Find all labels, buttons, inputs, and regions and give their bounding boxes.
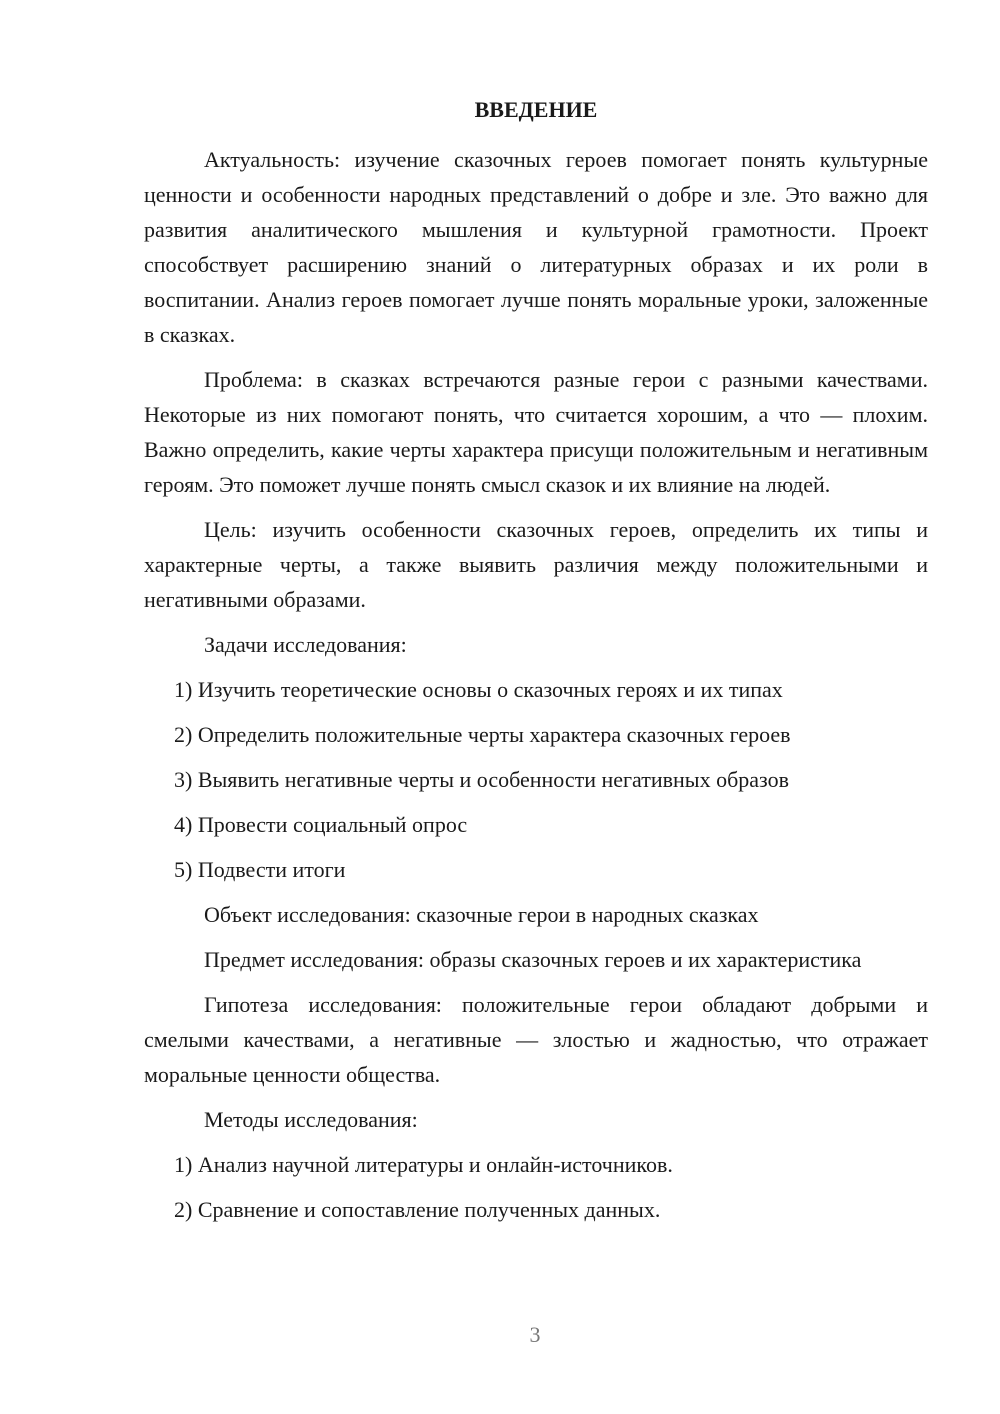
tasks-heading: Задачи исследования: bbox=[204, 632, 407, 657]
object-paragraph: Объект исследования: сказочные герои в народных сказках bbox=[204, 902, 759, 927]
relevance-paragraph: Актуальность: изучение сказочных героев помогает понять культурные ценности и особенности народных представлений о добре и зле. Это важно для развития аналитического мышления и культурной грамотности. Проект способствует расширению знаний о литературных образах и их роли в воспитании. Анализ героев помогает лучше понять моральные уроки, заложенные в сказках. bbox=[144, 147, 928, 347]
task-item-5: 5) Подвести итоги bbox=[174, 857, 346, 882]
page-number: 3 bbox=[529, 1322, 541, 1347]
task-item-2: 2) Определить положительные черты характера сказочных героев bbox=[174, 722, 791, 747]
hypothesis-paragraph: Гипотеза исследования: положительные герои обладают добрыми и смелыми качествами, а негативные — злостью и жадностью, что отражает моральные ценности общества. bbox=[144, 992, 928, 1087]
methods-heading: Методы исследования: bbox=[204, 1107, 418, 1132]
task-item-1: 1) Изучить теоретические основы о сказочных героях и их типах bbox=[174, 677, 783, 702]
method-item-1: 1) Анализ научной литературы и онлайн-источников. bbox=[174, 1152, 673, 1177]
document-page bbox=[144, 92, 928, 1237]
task-item-3: 3) Выявить негативные черты и особенности негативных образов bbox=[174, 767, 789, 792]
method-item-2: 2) Сравнение и сопоставление полученных данных. bbox=[174, 1197, 661, 1222]
page-title: ВВЕДЕНИЕ bbox=[474, 97, 598, 122]
subject-paragraph: Предмет исследования: образы сказочных героев и их характеристика bbox=[204, 947, 862, 972]
goal-paragraph: Цель: изучить особенности сказочных героев, определить их типы и характерные черты, а также выявить различия между положительными и негативными образами. bbox=[144, 517, 928, 612]
problem-paragraph: Проблема: в сказках встречаются разные герои с разными качествами. Некоторые из них помогают понять, что считается хорошим, а что — плохим. Важно определить, какие черты характера присущи положительным и негативным героям. Это поможет лучше понять смысл сказок и их влияние на людей. bbox=[144, 367, 928, 497]
task-item-4: 4) Провести социальный опрос bbox=[174, 812, 468, 837]
